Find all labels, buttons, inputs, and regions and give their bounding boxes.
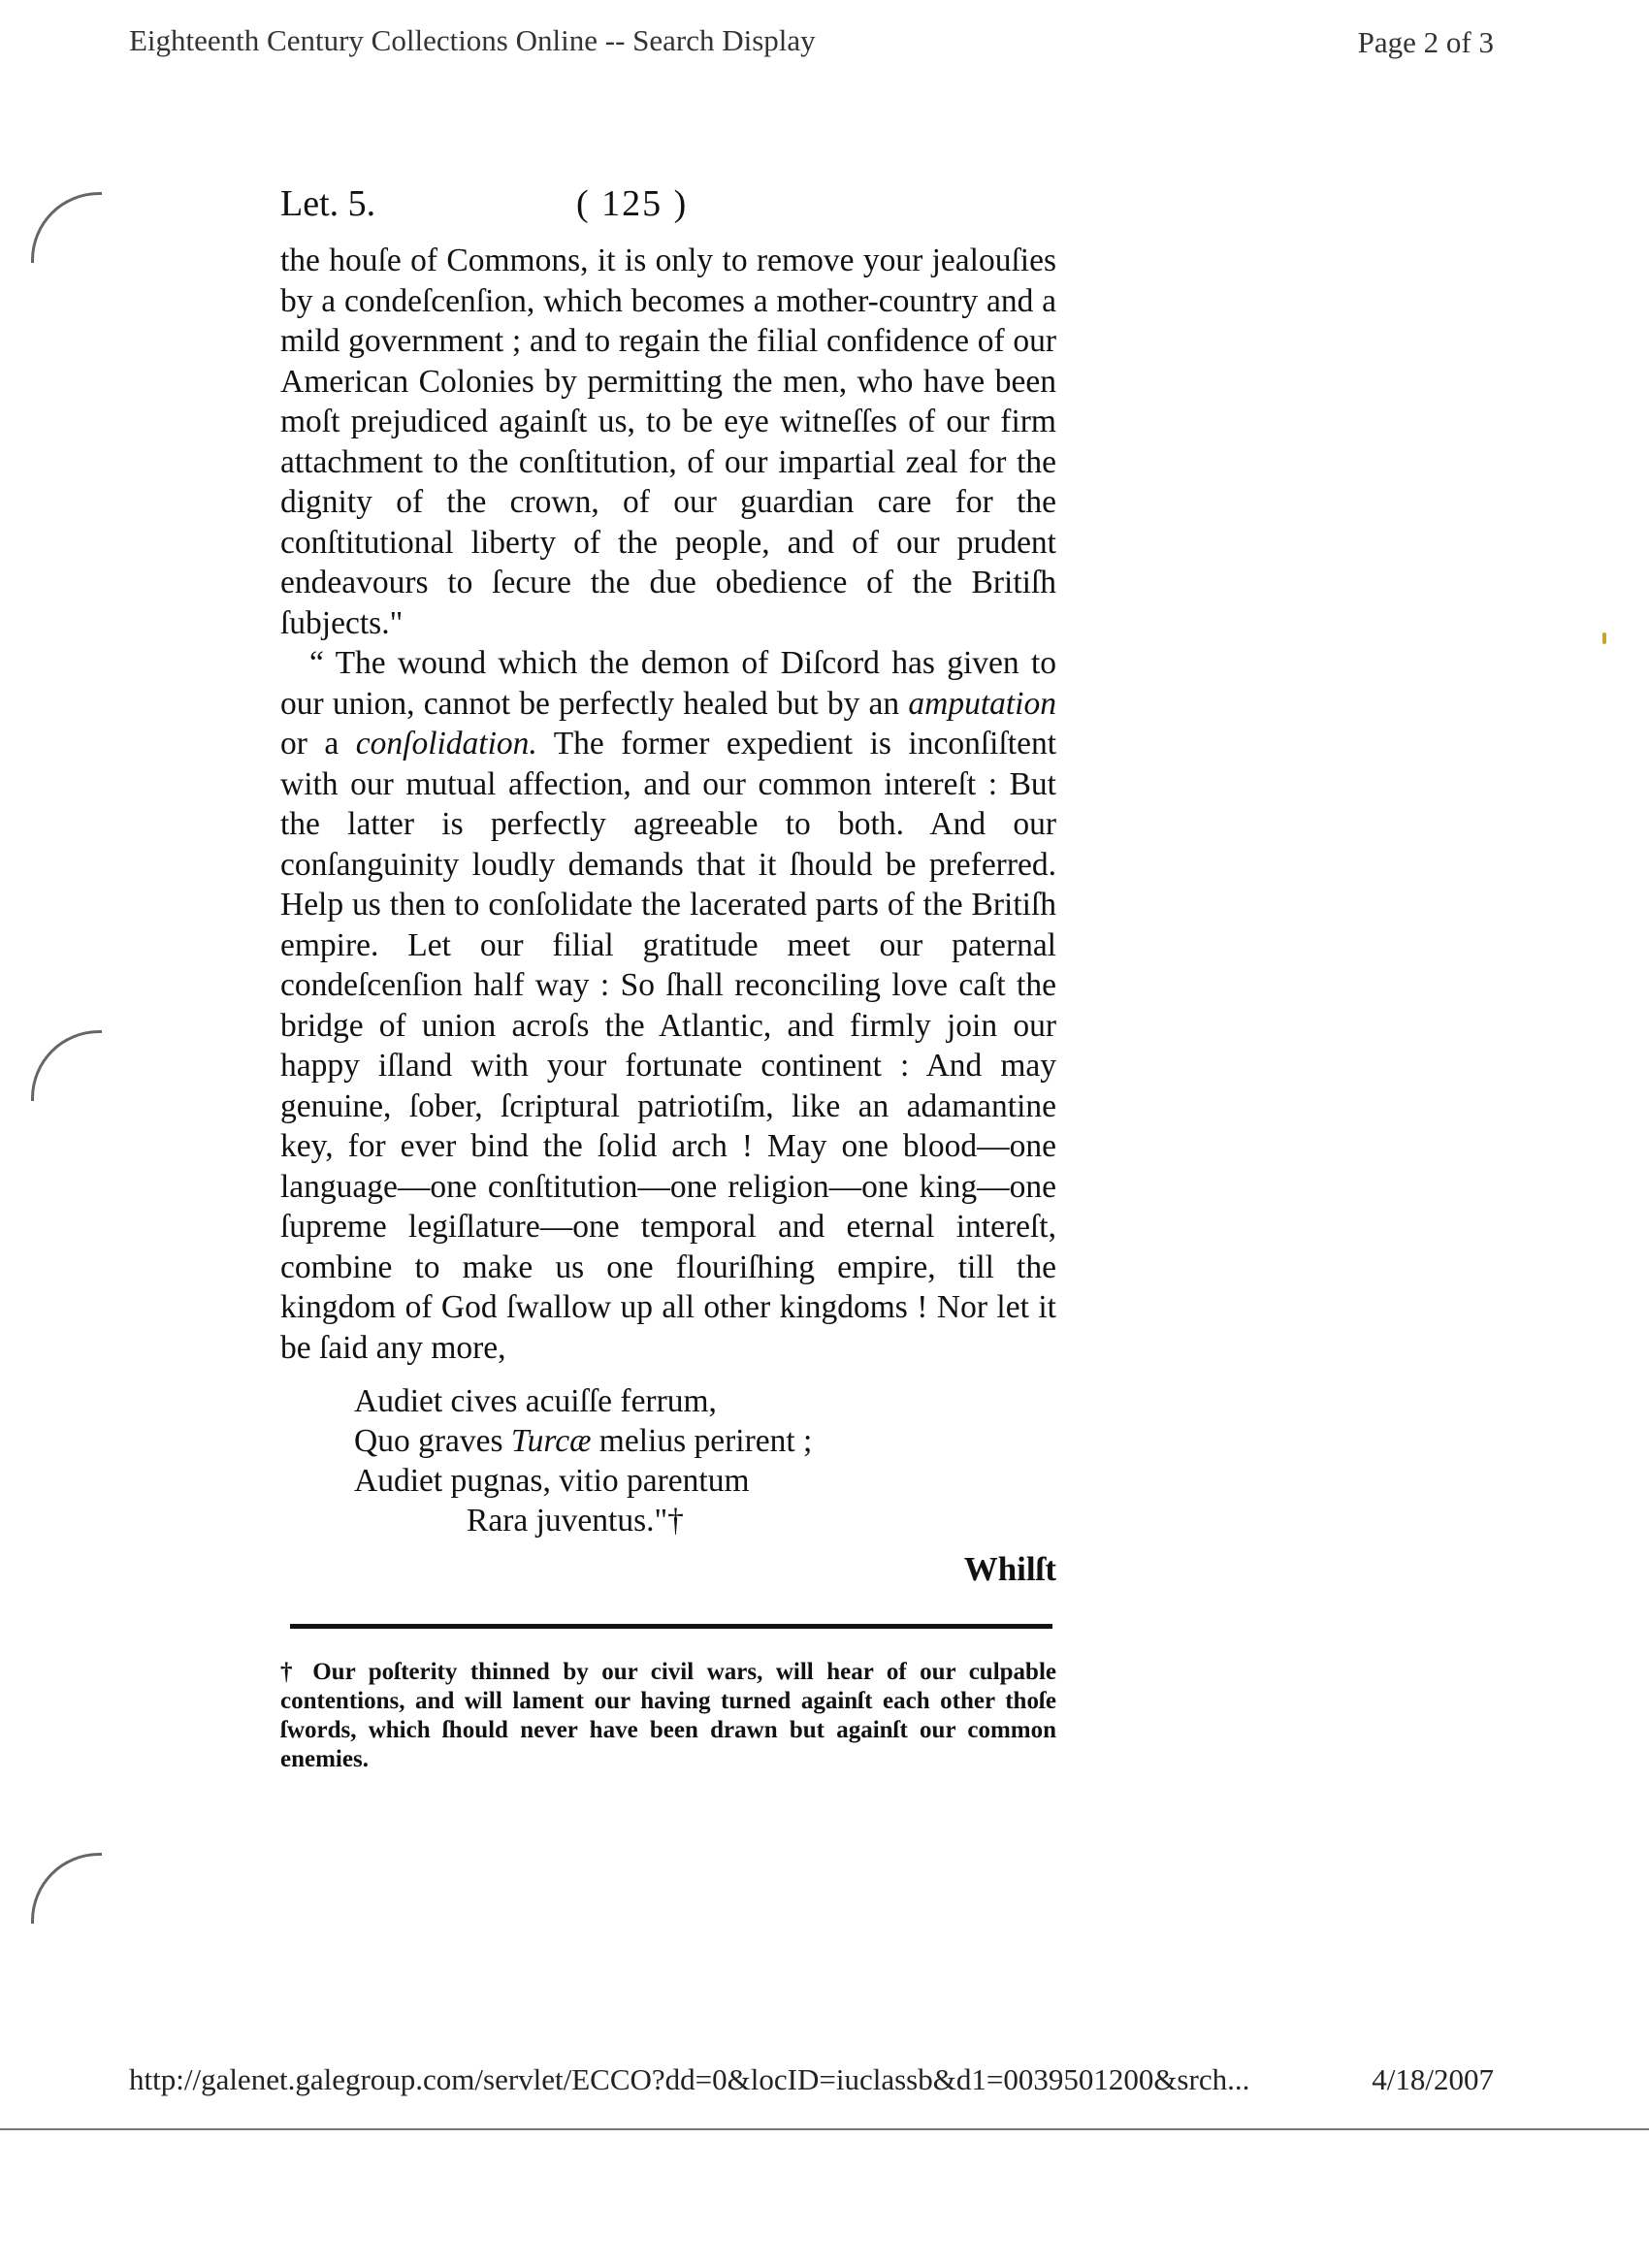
paragraph-2-continuation: The former expedient is inconſiſtent with our mutual affection, and our common intereſt : But the latter is perfectly agreeable to both. And our conſanguinity loudly demands that it ſhould be preferred. Help us then to conſolidate the lacerated parts of the Britiſh empire. Let our filial gratitude meet our paternal condeſcenſion half way : So ſhall reconciling love caſt the bridge of union acroſs the Atlantic, and firmly join our happy iſland with your fortunate continent : And may genuine, ſober, ſcriptural patriotiſm, like an adamantine key, for ever bind the ſolid arch ! May one blood—one language—one conſtitution—one religion—one king—one ſupreme legiſlature—one temporal and eternal intereſt, combine to make us one flouriſhing empire, till the kingdom of God ſwallow up all other kingdoms ! Nor let it be ſaid any more, <box>280 726 1057 1366</box>
scanned-book-page <box>280 182 1056 1774</box>
verse-line: Rara juventus."† <box>467 1503 684 1539</box>
print-footer-url: http://galenet.galegroup.com/servlet/ECCO?dd=0&locID=iuclassb&d1=0039501200&srch... <box>129 2062 1250 2096</box>
italic-consolidation: conſolidation. <box>355 726 537 761</box>
binding-hole-mark-top <box>31 192 102 263</box>
print-header-title: Eighteenth Century Collections Online -- Search Display <box>129 23 816 57</box>
scan-edge-line <box>0 2128 1649 2130</box>
verse-line: Audiet pugnas, vitio parentum <box>354 1463 750 1499</box>
scan-speck <box>1602 632 1606 644</box>
verse-line <box>354 1421 1056 1461</box>
paragraph-2-or-a: or a <box>280 726 340 761</box>
body-text <box>280 241 1056 1368</box>
page-number: ( 125 ) <box>576 183 689 224</box>
binding-hole-mark-bottom <box>31 1853 102 1924</box>
letter-number: Let. 5. <box>280 183 376 224</box>
print-page-indicator: Page 2 of 3 <box>1357 25 1494 59</box>
binding-hole-mark-middle <box>31 1030 102 1101</box>
paragraph-2 <box>280 643 1056 1368</box>
catchword: Whilſt <box>963 1550 1056 1588</box>
paragraph-1: the houſe of Commons, it is only to remove your jealouſies by a condeſcenſion, which becomes a mother-country and a mild government ; and to regain the filial confidence of our American Colonies by permitting the men, who have been moſt prejudiced againſt us, to be eye witneſſes of our firm attachment to the conſtitution, of our impartial zeal for the dignity of the crown, of our guardian care for the conſtitutional liberty of the people, and of our prudent endeavours to ſecure the due obedience of the Britiſh ſubjects." <box>280 243 1056 641</box>
verse-line-2-end: melius perirent ; <box>598 1423 813 1459</box>
italic-amputation: amputation <box>908 685 1056 722</box>
footnote-rule <box>290 1624 1052 1629</box>
footnote: † Our poſterity thinned by our civil wars, will hear of our culpable contentions, and will lament our having turned againſt each other thoſe ſwords, which ſhould never have been drawn but againſt our common enemies. <box>280 1659 1056 1772</box>
latin-verse <box>354 1381 1056 1540</box>
verse-line-2-start: Quo graves <box>354 1423 503 1459</box>
print-footer-date: 4/18/2007 <box>1372 2062 1494 2096</box>
italic-turcae: Turcæ <box>510 1423 592 1459</box>
paragraph-2-opening: “ The wound which the demon of Diſcord has given to our union, cannot be perfectly healed but by an <box>280 645 1056 722</box>
verse-line: Audiet cives acuiſſe ferrum, <box>354 1383 717 1419</box>
running-head <box>280 182 1056 241</box>
